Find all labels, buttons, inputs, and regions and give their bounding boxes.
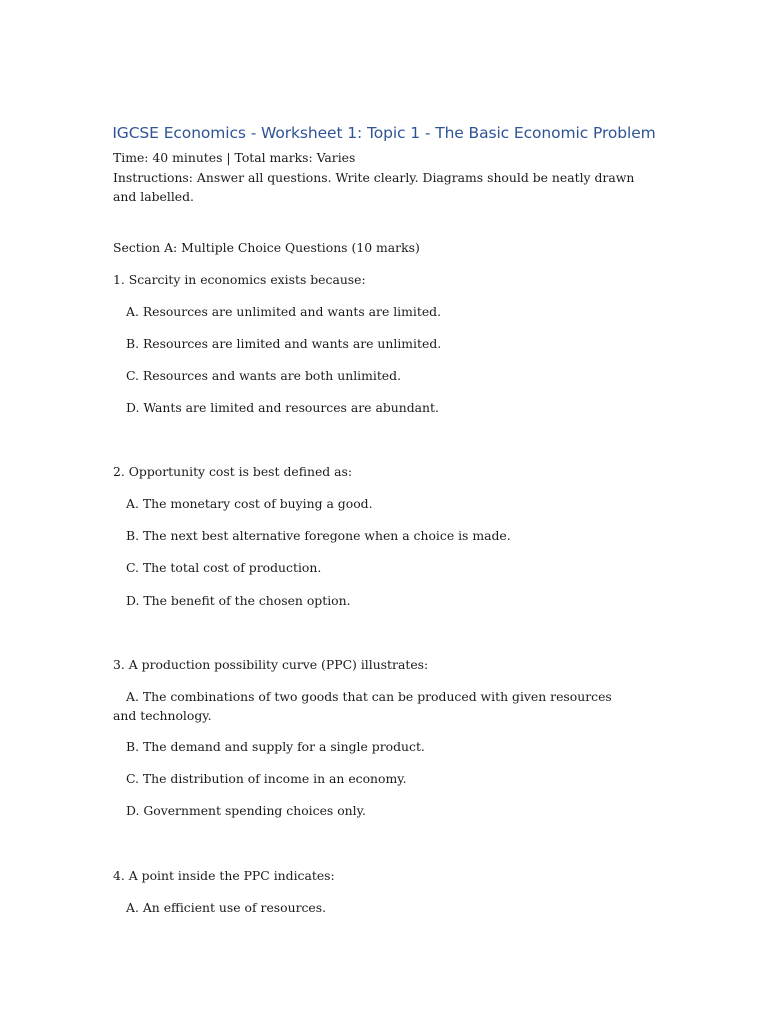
answer-option: C. The distribution of income in an economy. <box>126 771 407 786</box>
answer-option: A. The combinations of two goods that can be produced with given resources and technology. <box>113 689 612 723</box>
answer-option: D. Wants are limited and resources are abundant. <box>126 400 439 415</box>
answer-option: B. The demand and supply for a single product. <box>126 739 425 754</box>
page-title: IGCSE Economics - Worksheet 1: Topic 1 - The Basic Economic Problem <box>112 124 656 142</box>
question-stem: 1. Scarcity in economics exists because: <box>113 272 366 287</box>
section-heading: Section A: Multiple Choice Questions (10 marks) <box>113 240 420 255</box>
question-stem: 2. Opportunity cost is best defined as: <box>113 464 353 479</box>
question-stem: 4. A point inside the PPC indicates: <box>113 868 335 883</box>
question-stem: 3. A production possibility curve (PPC) illustrates: <box>113 657 429 672</box>
answer-option: B. Resources are limited and wants are unlimited. <box>126 336 442 351</box>
answer-option: C. Resources and wants are both unlimited. <box>126 368 402 383</box>
worksheet-instructions: Instructions: Answer all questions. Write clearly. Diagrams should be neatly drawn and labelled. <box>113 170 635 204</box>
answer-option: D. The benefit of the chosen option. <box>126 593 351 608</box>
answer-option: A. The monetary cost of buying a good. <box>126 496 373 511</box>
answer-option: B. The next best alternative foregone when a choice is made. <box>126 528 511 543</box>
answer-option: C. The total cost of production. <box>126 560 322 575</box>
answer-option: A. An efficient use of resources. <box>126 900 327 915</box>
worksheet-meta: Time: 40 minutes | Total marks: Varies <box>113 150 356 165</box>
answer-option: D. Government spending choices only. <box>126 803 366 818</box>
answer-option: A. Resources are unlimited and wants are limited. <box>126 304 442 319</box>
